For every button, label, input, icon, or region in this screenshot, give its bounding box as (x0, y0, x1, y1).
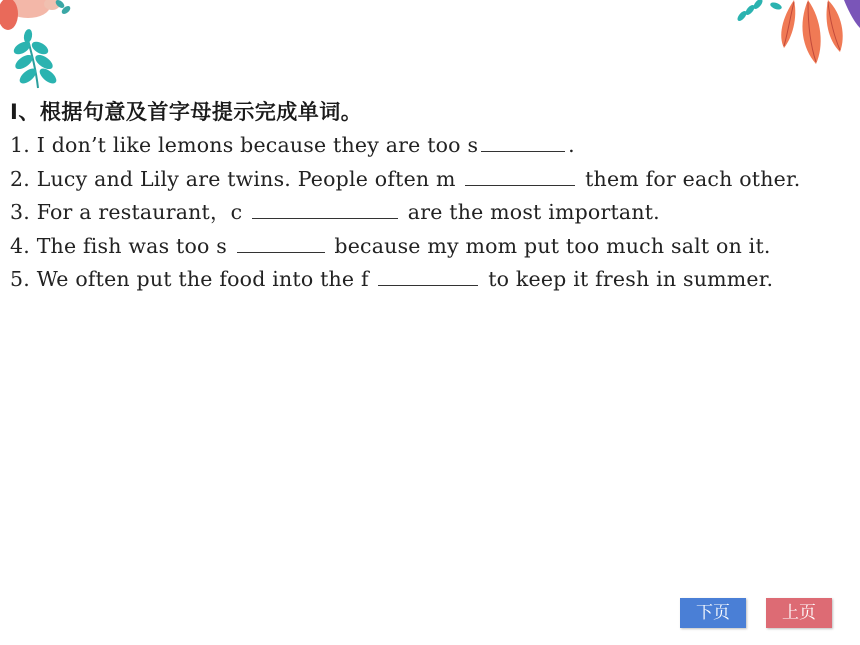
question-text-end: . (568, 133, 575, 157)
question-item (10, 231, 800, 265)
question-list (10, 130, 800, 298)
answer-blank[interactable] (252, 198, 398, 219)
answer-blank[interactable] (465, 165, 575, 186)
next-page-button[interactable]: 下页 (680, 598, 746, 628)
question-number: 2. (10, 166, 30, 191)
question-text: We often put the food into the f (36, 267, 369, 291)
answer-blank[interactable] (378, 265, 478, 286)
question-number: 4. (10, 233, 30, 258)
question-text-end: them for each other. (585, 166, 801, 191)
question-text: The fish was too s (36, 233, 227, 258)
question-text: I don’t like lemons because they are too s (36, 133, 479, 157)
question-item (10, 197, 800, 231)
answer-blank[interactable] (481, 131, 565, 152)
question-text: Lucy and Lily are twins. People often m (36, 166, 456, 191)
leaf-decoration-right-icon (732, 0, 860, 75)
question-item (10, 130, 800, 164)
answer-blank[interactable] (237, 232, 325, 253)
question-item (10, 264, 800, 298)
section-heading: Ⅰ、根据句意及首字母提示完成单词。 (10, 100, 363, 124)
question-text-end: because my mom put too much salt on it. (334, 233, 771, 258)
question-number: 1. (10, 133, 30, 157)
question-text-end: to keep it fresh in summer. (488, 267, 774, 291)
question-text-end: are the most important. (407, 200, 660, 224)
question-text: For a restaurant，c (36, 200, 243, 224)
question-number: 3. (10, 200, 30, 224)
prev-page-button[interactable]: 上页 (766, 598, 832, 628)
leaf-decoration-left-icon (0, 0, 90, 95)
question-item (10, 164, 800, 198)
question-number: 5. (10, 267, 30, 291)
